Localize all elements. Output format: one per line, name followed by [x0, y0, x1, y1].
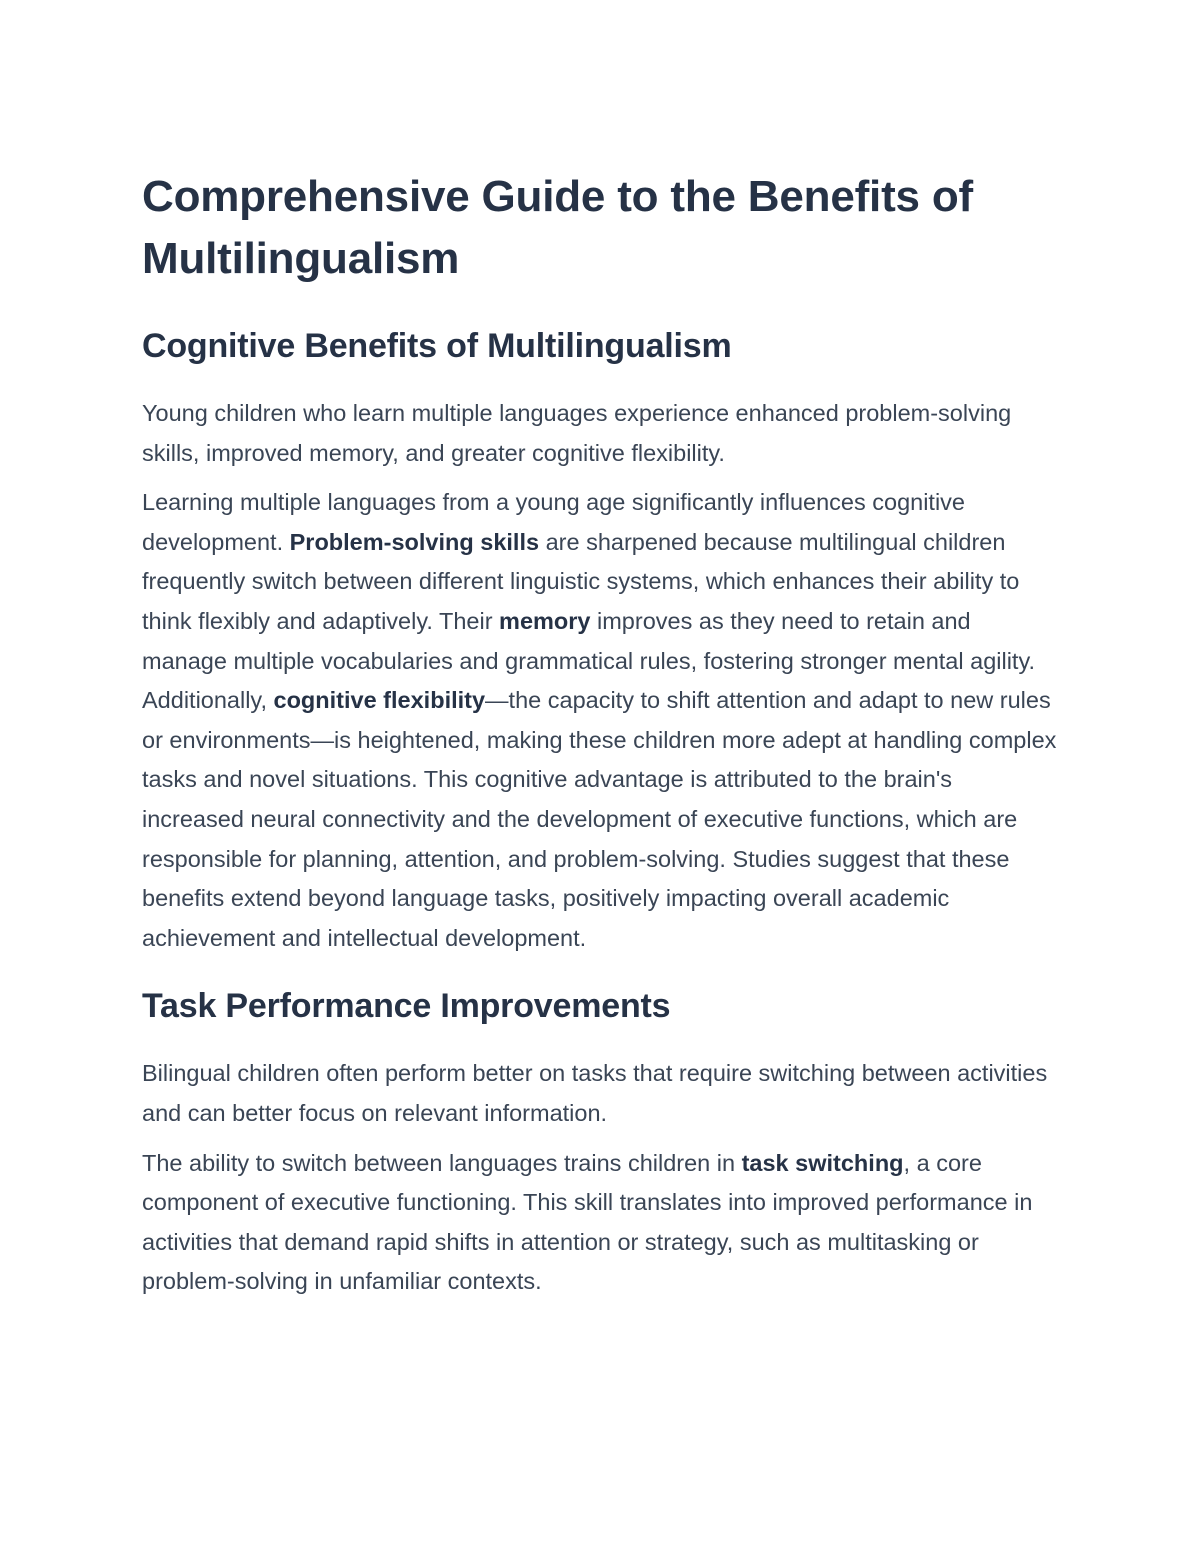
body-text: The ability to switch between languages trains children in: [142, 1149, 742, 1176]
body-text: are sharpened because multilingual children frequently switch between different linguistic systems, which enhances their ability to think flexibly and adaptively. Their: [142, 528, 1020, 634]
section-heading: Cognitive Benefits of Multilingualism: [142, 327, 732, 365]
body-text: improves as they need to retain and manage multiple vocabularies and grammatical rules, fostering stronger mental agility. Additionally,: [142, 607, 1035, 714]
bold-term: task switching: [741, 1149, 904, 1176]
section-summary: Bilingual children often perform better on tasks that require switching between activities and can better focus on relevant information.: [142, 1060, 1048, 1126]
section-body: [142, 483, 1057, 958]
section-task-performance: [142, 984, 1057, 1302]
body-text: —the capacity to shift attention and adapt to new rules or environments—is heightened, making these children more adept at handling complex tasks and novel situations. This cognitive advantage is attributed to the brain's increased neural connectivity and the development of executive functions, which are responsible for planning, attention, and problem-solving. Studies suggest that these benefits extend beyond language tasks, positively impacting overall academic achievement and intellectual development.: [142, 687, 1057, 951]
body-text: , a core component of executive functioning. This skill translates into improved performance in activities that demand rapid shifts in attention or strategy, such as multitasking or problem-solving in unfamiliar contexts.: [142, 1149, 1033, 1295]
document-page: [142, 166, 1057, 1328]
bold-term: memory: [499, 607, 591, 634]
body-text: Learning multiple languages from a young age significantly influences cognitive development.: [142, 489, 966, 555]
section-heading: Task Performance Improvements: [142, 987, 671, 1026]
bold-term: Problem-solving skills: [289, 528, 540, 555]
section-body: [142, 1144, 1057, 1302]
bold-term: cognitive flexibility: [273, 687, 486, 714]
section-cognitive-benefits: [142, 324, 1057, 958]
section-summary: Young children who learn multiple languages experience enhanced problem-solving skills, improved memory, and greater cognitive flexibility.: [142, 400, 1012, 466]
document-title: Comprehensive Guide to the Benefits of Multilingualism: [142, 172, 973, 283]
